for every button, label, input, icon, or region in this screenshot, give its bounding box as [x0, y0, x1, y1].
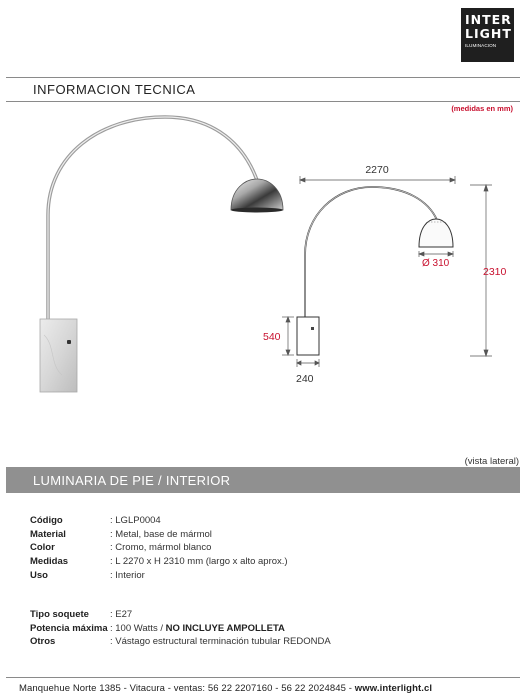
- spec-row-uso: [30, 569, 288, 583]
- footer-divider: [6, 677, 520, 678]
- dim-shade-diameter: Ø 310: [422, 258, 450, 269]
- spec-label: Potencia máxima: [30, 622, 108, 634]
- brand-line2: LIGHT: [465, 26, 512, 41]
- footer-contact: Manquehue Norte 1385 - Vitacura - ventas: 56 22 2207160 - 56 22 2024845 -: [19, 683, 352, 694]
- spec-row-material: [30, 528, 288, 542]
- top-divider: [6, 77, 520, 78]
- dim-base-height: 540: [263, 331, 281, 343]
- spec-label: Código: [30, 515, 63, 526]
- footer-website-link[interactable]: www.interlight.cl: [354, 683, 433, 694]
- spec-row-otros: [30, 635, 331, 649]
- dim-length: 2270: [365, 164, 389, 176]
- brand-line1: INTER: [465, 12, 512, 27]
- brand-logo: [461, 8, 514, 62]
- spec-label: Uso: [30, 569, 48, 581]
- spec-value: : L 2270 x H 2310 mm (largo x alto aprox.): [110, 556, 288, 568]
- spec-label: Otros: [30, 636, 56, 648]
- product-illustration: [0, 105, 521, 460]
- dim-base-width: 240: [296, 373, 314, 385]
- lamp-technical-drawing: [263, 164, 507, 385]
- spec-value: : LGLP0004: [110, 515, 161, 526]
- spec-row-soquete: [30, 608, 331, 622]
- footer: [19, 683, 432, 694]
- spec-value: [110, 622, 285, 636]
- section-divider: [6, 101, 520, 102]
- lamp-photo: [40, 117, 283, 392]
- spec-row-color: [30, 541, 288, 555]
- spec-list-electrical: [30, 608, 331, 649]
- spec-row-potencia: [30, 622, 331, 636]
- category-band: [6, 467, 520, 493]
- spec-value: : E27: [110, 609, 133, 620]
- units-note: (medidas en mm): [451, 104, 513, 113]
- spec-value: : Interior: [110, 569, 145, 581]
- section-title: INFORMACION TECNICA: [33, 82, 196, 97]
- dim-height: 2310: [483, 266, 507, 278]
- category-title: LUMINARIA DE PIE / INTERIOR: [33, 473, 231, 488]
- spec-value-text: : 100 Watts /: [110, 622, 163, 634]
- spec-row-medidas: [30, 555, 288, 569]
- spec-label: Tipo soquete: [30, 609, 89, 620]
- spec-value: : Vástago estructural terminación tubular REDONDA: [110, 636, 331, 648]
- view-note: (vista lateral): [464, 456, 519, 467]
- spec-list-main: [30, 514, 288, 583]
- spec-label: Material: [30, 528, 66, 540]
- brand-tagline: ILUMINACION: [465, 43, 497, 48]
- spec-label: Medidas: [30, 556, 69, 568]
- spec-value-emphasis: NO INCLUYE AMPOLLETA: [165, 622, 285, 634]
- spec-value: : Cromo, mármol blanco: [110, 542, 212, 554]
- spec-label: Color: [30, 542, 55, 554]
- spec-row-codigo: [30, 514, 288, 528]
- spec-value: : Metal, base de mármol: [110, 528, 212, 540]
